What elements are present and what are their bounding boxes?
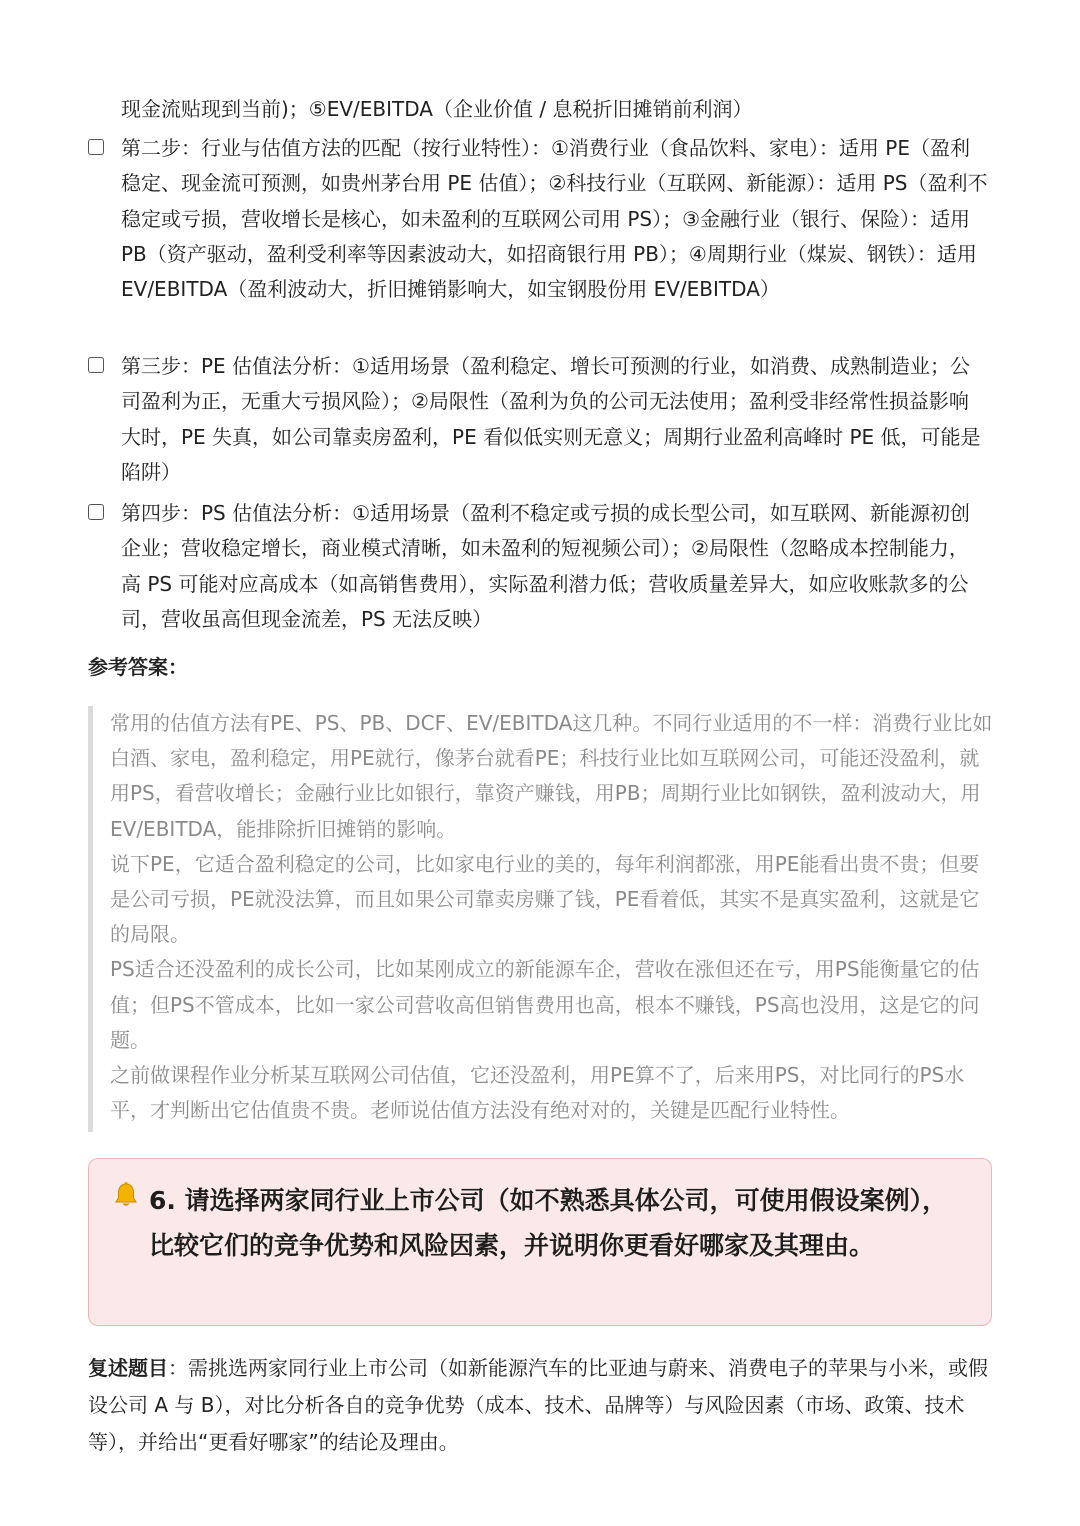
step-item-4[interactable] [88,496,988,637]
restate-text: ：需挑选两家同行业上市公司（如新能源汽车的比亚迪与蔚来、消费电子的苹果与小米，或假设公司 A 与 B），对比分析各自的竞争优势（成本、技术、品牌等）与风险因素（市场、政策、技术等），并给出“更看好哪家”的结论及理由。 [88,1356,988,1454]
continuation-text: 现金流贴现到当前)；⑤EV/EBITDA（企业价值 / 息税折旧摊销前利润） [121,97,753,121]
step-item-3[interactable] [88,349,988,490]
reference-answer-label: 参考答案： [88,655,188,679]
checkbox[interactable] [88,357,104,373]
answer-paragraph: 说下PE，它适合盈利稳定的公司，比如家电行业的美的，每年利润都涨，用PE能看出贵不贵；但要是公司亏损，PE就没法算，而且如果公司靠卖房赚了钱，PE看着低，其实不是真实盈利，这就是它的局限。 [110,851,980,947]
question-title: 6. 请选择两家同行业上市公司（如不熟悉具体公司，可使用假设案例），比较它们的竞争优势和风险因素，并说明你更看好哪家及其理由。 [149,1186,948,1260]
answer-paragraph: 之前做课程作业分析某互联网公司估值，它还没盈利，用PE算不了，后来用PS，对比同行的PS水平，才判断出它估值贵不贵。老师说估值方法没有绝对对的，关键是匹配行业特性。 [110,1063,965,1123]
step-text: 第三步：PE 估值法分析：①适用场景（盈利稳定、增长可预测的行业，如消费、成熟制造业；公司盈利为正，无重大亏损风险）；②局限性（盈利为负的公司无法使用；盈利受非经常性损益影响大时，PE 失真，如公司靠卖房盈利，PE 看似低实则无意义；周期行业盈利高峰时 PE 低，可能是陷阱） [121,354,981,484]
restate-paragraph [88,1350,988,1461]
restate-label: 复述题目 [88,1356,168,1380]
question-callout [88,1158,992,1326]
step-item-2[interactable] [88,131,988,307]
reference-answer-quote [88,706,993,1132]
step-text: 第二步：行业与估值方法的匹配（按行业特性）：①消费行业（食品饮料、家电）：适用 PE（盈利稳定、现金流可预测，如贵州茅台用 PE 估值）；②科技行业（互联网、新能源）：适用 PS（盈利不稳定或亏损，营收增长是核心，如未盈利的互联网公司用 PS）；③金融行业（银行、保险）：适用 PB（资产驱动，盈利受利率等因素波动大，如招商银行用 PB）；④周期行业（煤炭、钢铁）：适用 EV/EBITDA（盈利波动大，折旧摊销影响大，如宝钢股份用 EV/EBITDA） [121,136,988,302]
bell-icon [113,1181,139,1209]
step-text: 第四步：PS 估值法分析：①适用场景（盈利不稳定或亏损的成长型公司，如互联网、新能源初创企业；营收稳定增长，商业模式清晰，如未盈利的短视频公司）；②局限性（忽略成本控制能力，高 PS 可能对应高成本（如高销售费用），实际盈利潜力低；营收质量差异大，如应收账款多的公司，营收虽高但现金流差，PS 无法反映） [121,501,971,631]
checkbox[interactable] [88,504,104,520]
answer-paragraph: PS适合还没盈利的成长公司，比如某刚成立的新能源车企，营收在涨但还在亏，用PS能衡量它的估值；但PS不管成本，比如一家公司营收高但销售费用也高，根本不赚钱，PS高也没用，这是它的问题。 [110,957,980,1052]
answer-paragraph: 常用的估值方法有PE、PS、PB、DCF、EV/EBITDA这几种。不同行业适用的不一样：消费行业比如白酒、家电，盈利稳定，用PE就行，像茅台就看PE；科技行业比如互联网公司，可能还没盈利，就用PS，看营收增长；金融行业比如银行，靠资产赚钱，用PB；周期行业比如钢铁，盈利波动大，用EV/EBITDA，能排除折旧摊销的影响。 [110,711,993,841]
checkbox[interactable] [88,139,104,155]
